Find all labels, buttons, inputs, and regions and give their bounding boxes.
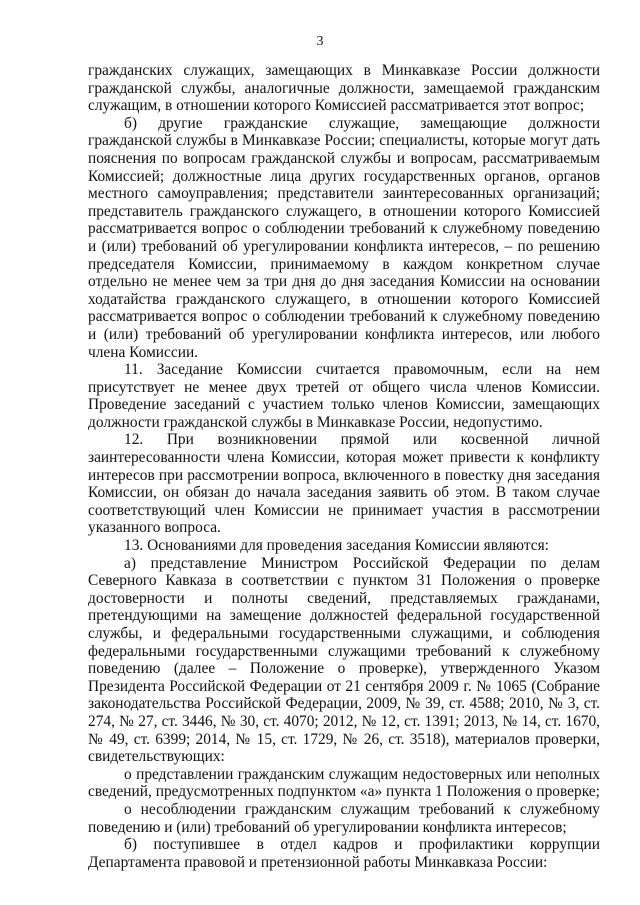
paragraph-continuation: гражданских служащих, замещающих в Минкавказе России должности гражданской службы, аналогичные должности, замещаемой гражданским служащим, в отношении которого Комиссией рассматривается этот вопрос; [88,62,600,115]
paragraph-12-conflict-of-interest: 12. При возникновении прямой или косвенной личной заинтересованности члена Комиссии, которая может привести к конфликту интересов при рассмотрении вопроса, включенного в повестку дня заседания Комиссии, он обязан до начала заседания заявить об этом. В таком случае соответствующий член Комиссии не принимает участия в рассмотрении указанного вопроса. [88,431,600,537]
paragraph-13-a-subitem-1: о представлении гражданским служащим недостоверных или неполных сведений, предусмотренных подпунктом «а» пункта 1 Положения о проверке; [88,765,600,801]
paragraph-13-item-a: а) представление Министром Российской Федерации по делам Северного Кавказа в соответствии с пунктом 31 Положения о проверке достоверности и полноты сведений, представляемых гражданами, претендующими на замещение должностей федеральной государственной службы, и федеральными государственными служащими, и соблюдения федеральными государственными служащими требований к служебному поведению (далее – Положение о проверке), утвержденного Указом Президента Российской Федерации от 21 сентября 2009 г. № 1065 (Собрание законодательства Российской Федерации, 2009, № 39, ст. 4588; 2010, № 3, ст. 274, № 27, ст. 3446, № 30, ст. 4070; 2012, № 12, ст. 1391; 2013, № 14, ст. 1670, № 49, ст. 6399; 2014, № 15, ст. 1729, № 26, ст. 3518), материалов проверки, свидетельствующих: [88,554,600,766]
paragraph-item-b-participants: б) другие гражданские служащие, замещающие должности гражданской службы в Минкавказе России; специалисты, которые могут дать пояснения по вопросам гражданской службы и вопросам, рассматриваемым Комиссией; должностные лица других государственных органов, органов местного самоуправления; представители заинтересованных организаций; представитель гражданского служащего, в отношении которого Комиссией рассматривается вопрос о соблюдении требований к служебному поведению и (или) требований об урегулировании конфликта интересов, – по решению председателя Комиссии, принимаемому в каждом конкретном случае отдельно не менее чем за три дня до дня заседания Комиссии на основании ходатайства гражданского служащего, в отношении которого Комиссией рассматривается вопрос о соблюдении требований к служебному поведению и (или) требований об урегулировании конфликта интересов, или любого члена Комиссии. [88,114,600,361]
document-body [88,62,600,871]
paragraph-13-grounds: 13. Основаниями для проведения заседания Комиссии являются: [124,537,549,555]
paragraph-11-quorum: 11. Заседание Комиссии считается правомочным, если на нем присутствует не менее двух третей от общего числа членов Комиссии. Проведение заседаний с участием только членов Комиссии, замещающих должности гражданской службы в Минкавказе России, недопустимо. [88,361,600,431]
page-number: 3 [316,34,324,49]
paragraph-13-item-b: б) поступившее в отдел кадров и профилактики коррупции Департамента правовой и претензионной работы Минкавказа России: [88,836,600,871]
paragraph-13-a-subitem-2: о несоблюдении гражданским служащим требований к служебному поведению и (или) требований об урегулировании конфликта интересов; [88,800,600,836]
